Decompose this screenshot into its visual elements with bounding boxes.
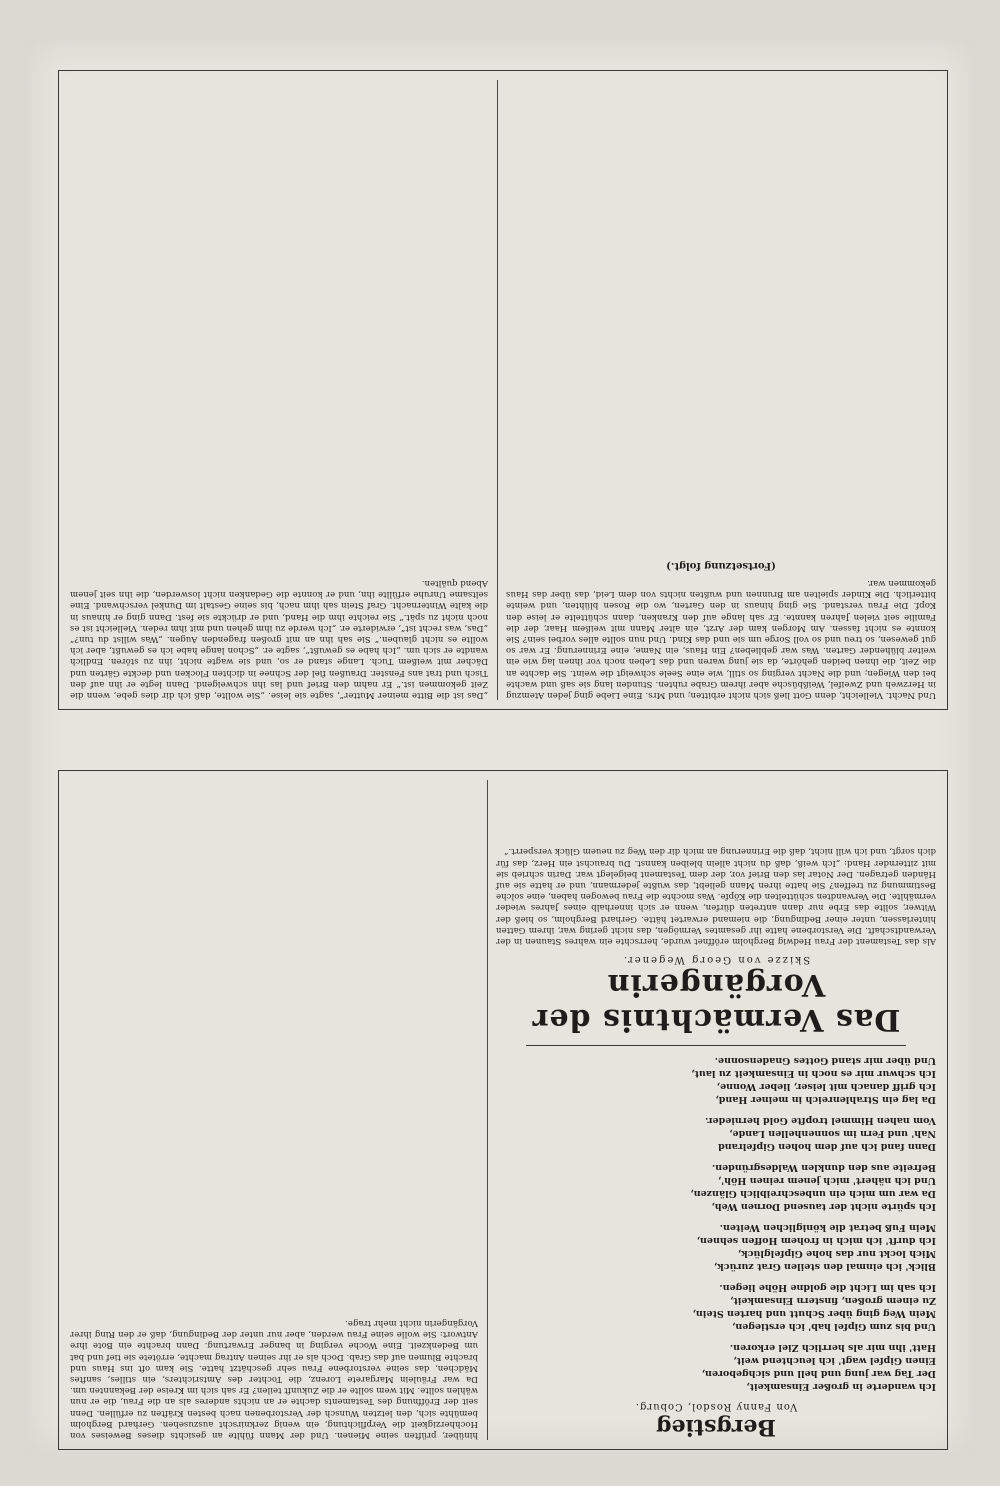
poem-line: Ich spürte nicht der tausend Dornen Weh, — [711, 1201, 936, 1212]
poem-line: Zu einem großen, finstern Einsamkeit, — [730, 1295, 936, 1306]
continuation-note: (Fortsetzung folgt.) — [666, 559, 776, 571]
poem-line: Dann fand ich auf dem hohen Gipfelrand — [718, 1141, 936, 1152]
poem-stanza — [496, 1114, 936, 1153]
poem-line: Der Tag war jung und hell und sichgeboren, — [701, 1368, 936, 1379]
section-separator — [526, 1045, 906, 1046]
bottom-section-rotated — [58, 770, 948, 1450]
poem-author: Von Fanny Rosdol, Coburg. — [634, 1401, 798, 1412]
poem-stanza — [496, 1281, 936, 1333]
poem-stanza — [496, 1161, 936, 1213]
top-left-text: Und Nacht. Vielleicht, denn Gott ließ sich nicht erbitten; und Mrs. Eine Liebe ging jeden Atemzug in Herzweh und Zweifel, Weißbüsche aber ihrem Grabe ruhten. Stunden lang sie saß und wachte bei den Wiegen; und die Nacht verging so still, wie eine Seele schweigt die weint. Sie dachte an die Zeit, die ihnen beiden gehörte, da sie jung waren und das Leben noch vor ihnen lag wie ein weiter blühender Garten. Was war geblieben? Ein Haus, ein Name, eine Erinnerung. Er war so gut gewesen, so treu und so voll Sorge um sie und das Kind. Und nun sollte alles vorbei sein? Sie konnte es nicht fassen. Am Morgen kam der Arzt, ein alter Mann mit weißem Haar, der die Familie seit vielen Jahren kannte. Er sah lange auf den Kranken, dann schüttelte er leise den Kopf. Die Frau verstand. Sie ging hinaus in den Garten, wo die Rosen blühten, und weinte bitterlich. Die Kinder spielten am Brunnen und wußten nichts von dem Leid, das über das Haus gekommen war. — [503, 577, 936, 700]
poem-line: Ich durft' ich mich in frohem Hoffen sehnen, — [696, 1235, 936, 1246]
poem-line: Nah' und Fern im sonnenhellen Lande, — [729, 1128, 936, 1139]
poem-body — [496, 1054, 936, 1393]
top-left-column — [503, 80, 936, 700]
poem-line: Mich lockt nur das hohe Gipfelglück, — [737, 1248, 936, 1259]
poem-line: Befreite aus den dunklen Waldesgründen. — [711, 1162, 936, 1173]
top-section-rotated — [58, 70, 948, 710]
poem-stanza — [496, 1221, 936, 1273]
column-divider — [497, 80, 498, 700]
serial-text: Als das Testament der Frau Hedwig Bergholm eröffnet wurde, herrschte ein wahres Staunen in der Verwandtschaft. Die Verstorbene hatte ihr gesamtes Vermögen, das nicht gering war, ihrem Gatten hinterlassen, unter einer Bedingung, die niemand erwartet hätte. Gerhard Bergholm, so hieß der Witwer, sollte das Erbe nur dann antreten dürfen, wenn er sich innerhalb eines Jahres wieder vermählte. Die Verwandten schüttelten die Köpfe. Was mochte die Frau bewogen haben, eine solche Bestimmung zu treffen? Sie hatte ihren Mann geliebt, das wußte jedermann, und er hatte sie auf Händen getragen. Der Notar las den Brief vor, der dem Testament beigelegt war. Darin schrieb sie mit zitternder Hand: „Ich weiß, daß du nicht allein bleiben kannst. Du brauchst ein Herz, das für dich sorgt, und ich will nicht, daß die Erinnerung an mich dir den Weg zu neuem Glück versperrt.“ — [493, 846, 936, 946]
poem-line: Da war um mich ein unbeschreiblich Glänzen, — [690, 1188, 936, 1199]
poem-line: Vom nahen Himmel tropfte Gold hernieder. — [705, 1115, 936, 1126]
poem-line: Einen Gipfel wagt' ich leuchtend weit, — [733, 1355, 936, 1366]
poem-line: Ich wanderte in großer Einsamkeit, — [746, 1381, 936, 1392]
poem-line: Und bis zum Gipfel hab' ich erstiegen, — [732, 1321, 936, 1332]
poem-line: Ich sah im Licht die goldne Höhe liegen. — [719, 1282, 936, 1293]
poem-title: Bergstieg — [656, 1414, 776, 1440]
top-right-text: „Das ist die Bitte meiner Mutter“, sagte sie leise. „Sie wollte, daß ich dir dies gebe, wenn die Zeit gekommen ist.“ Er nahm den Brief und las ihn schweigend. Dann legte er ihn auf den Tisch und trat ans Fenster. Draußen fiel der Schnee in dichten Flocken und deckte Gärten und Dächer mit weißem Tuch. Lange stand er so, und sie wagte nicht, ihn zu stören. Endlich wandte er sich um. „Ich habe es gewußt“, sagte er. „Schon lange habe ich es gewußt, aber ich wollte es nicht glauben.“ Sie sah ihn an mit großen fragenden Augen. „Was willst du tun?“ „Das, was recht ist“, erwiderte er. „Ich werde zu ihm gehen und mit ihm reden. Vielleicht ist es noch nicht zu spät.“ Sie reichte ihm die Hand, und er drückte sie fest. Dann ging er hinaus in die kalte Winternacht. Graf Stein sah ihm nach, bis seine Gestalt im Dunkel verschwand. Eine seltsame Unruhe erfüllte ihn, und er konnte die Gedanken nicht loswerden, die ihn seit jenem Abend quälten. — [67, 577, 488, 700]
newspaper-page — [28, 40, 972, 1452]
poem-line: Ich schwur mir es noch in Einsamkeit zu laut, — [691, 1068, 936, 1079]
serial-right-column — [67, 780, 478, 1440]
poem-line: Mein Fuß betrat die königlichen Weiten. — [719, 1222, 936, 1233]
poem-line: Blick' ich einmal den steilen Grat zurück, — [713, 1261, 936, 1272]
poem-stanza — [496, 1341, 936, 1393]
poem-line: Und ich nähert' mich jenem reinen Höh', — [717, 1175, 936, 1186]
poem-column — [493, 780, 936, 1440]
poem-line: Mein Weg ging über Schutt und harten Stein, — [692, 1308, 936, 1319]
serial-title: Das Vermächtnis der Vorgängerin — [531, 967, 901, 1037]
poem-line: Da lag ein Strahlenreich in meiner Hand, — [715, 1094, 936, 1105]
poem-line: Ich griff danach mit leiser, lieber Wonne, — [716, 1081, 936, 1092]
column-divider — [487, 780, 488, 1440]
top-right-column — [67, 80, 488, 700]
serial-right-text: hinüber, prüften seine Mienen. Und der Mann fühlte an gesichts dieses Beweises von Hochherzigkeit die Verpflichtung, ein wenig zerknirscht auszusehen. Gerhard Bergholm bemühte sich, den letzten Wunsch der Verstorbenen nach besten Kräften zu erfüllen. Denn seit der Eröffnung des Testaments dachte er an nichts anderes als an die Frau, die er nun wählen sollte. Mit wem sollte er die Zukunft teilen? Er sah sich im Kreise der Bekannten um. Da war Fräulein Margarete Lorenz, die Tochter des Amtsrichters, ein stilles, sanftes Mädchen, das seine verstorbene Frau sehr geschätzt hatte. Sie kam oft ins Haus und brachte Blumen auf das Grab. Doch als er ihr seinen Antrag machte, errötete sie tief und bat um Bedenkzeit. Eine Woche verging in banger Erwartung. Dann brachte ein Bote ihre Antwort: Sie wolle seine Frau werden, aber nur unter der Bedingung, daß er den Ring ihrer Vorgängerin nicht mehr trage. — [67, 1317, 478, 1440]
poem-line: Hatt' ihn mir als herrlich Ziel erkoren. — [729, 1342, 936, 1353]
poem-line: Und über mir stand Gottes Gnadensonne. — [714, 1055, 936, 1066]
poem-stanza — [496, 1054, 936, 1106]
serial-subtitle: Skizze von Georg Wegener. — [621, 954, 811, 965]
